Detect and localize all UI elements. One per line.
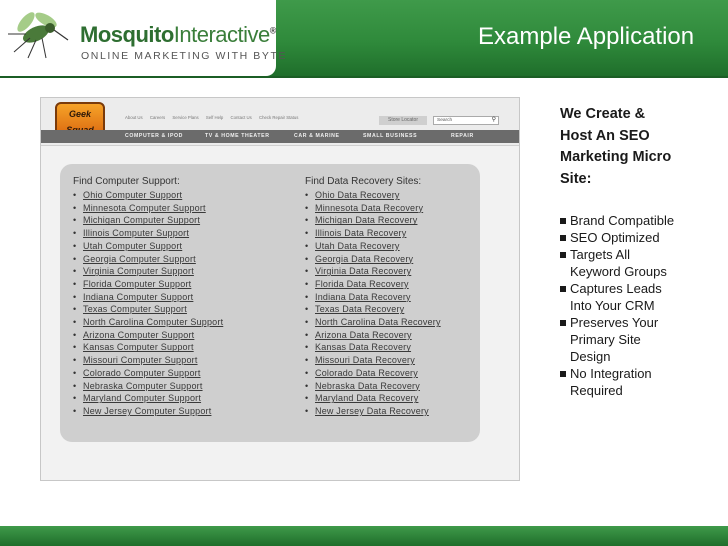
bullet-dot-icon: • bbox=[73, 240, 77, 251]
list-item bbox=[73, 354, 223, 367]
search-placeholder: Search bbox=[437, 118, 453, 123]
feature-bullet-line: Design bbox=[570, 349, 611, 364]
bullet-dot-icon: • bbox=[73, 228, 77, 239]
state-link[interactable]: Michigan Computer Support bbox=[83, 215, 201, 226]
state-link[interactable]: Georgia Computer Support bbox=[83, 253, 196, 264]
bullet-dot-icon: • bbox=[73, 190, 77, 200]
state-link[interactable]: Kansas Computer Support bbox=[83, 342, 194, 353]
state-link[interactable]: New Jersey Data Recovery bbox=[315, 405, 429, 416]
bullet-dot-icon: • bbox=[305, 342, 309, 353]
list-item bbox=[305, 291, 441, 304]
list-item bbox=[73, 392, 223, 405]
heading-line: Site: bbox=[560, 170, 592, 187]
heading-line: Host An SEO bbox=[560, 127, 650, 144]
state-link[interactable]: Arizona Data Recovery bbox=[315, 329, 412, 340]
list-item bbox=[73, 367, 223, 380]
list-item bbox=[305, 202, 441, 215]
bullet-dot-icon: • bbox=[73, 393, 77, 404]
nav-tab-business[interactable]: SMALL BUSINESS bbox=[363, 133, 418, 139]
bullet-dot-icon: • bbox=[73, 291, 77, 302]
bullet-dot-icon: • bbox=[305, 253, 309, 264]
bullet-dot-icon: • bbox=[305, 317, 309, 328]
heading-line: Marketing Micro bbox=[560, 149, 672, 165]
state-link[interactable]: Illinois Data Recovery bbox=[315, 228, 407, 239]
state-link[interactable]: Nebraska Computer Support bbox=[83, 380, 203, 391]
feature-summary bbox=[560, 104, 720, 399]
list-item bbox=[73, 278, 223, 291]
state-link[interactable]: New Jersey Computer Support bbox=[83, 405, 212, 416]
state-link[interactable]: Virginia Data Recovery bbox=[315, 266, 412, 277]
feature-bullet bbox=[560, 246, 720, 280]
bullet-dot-icon: • bbox=[73, 278, 77, 289]
state-link[interactable]: Minnesota Data Recovery bbox=[315, 202, 424, 213]
bullet-dot-icon: • bbox=[305, 380, 309, 391]
top-link[interactable]: Careers bbox=[149, 115, 166, 120]
bullet-dot-icon: • bbox=[73, 266, 77, 277]
state-link[interactable]: Maryland Data Recovery bbox=[315, 393, 419, 404]
logo-tagline: ONLINE MARKETING WITH BYTE bbox=[81, 50, 288, 62]
bullet-dot-icon: • bbox=[305, 291, 309, 302]
bullet-dot-icon: • bbox=[73, 355, 77, 366]
feature-bullet-line: Captures Leads bbox=[570, 281, 662, 296]
mosquito-icon bbox=[6, 4, 72, 60]
logo bbox=[0, 0, 288, 76]
top-link[interactable]: Service Plans bbox=[172, 115, 199, 120]
bullet-dot-icon: • bbox=[305, 367, 309, 378]
state-link[interactable]: Georgia Data Recovery bbox=[315, 253, 414, 264]
computer-support-list bbox=[73, 189, 223, 418]
feature-bullet bbox=[560, 229, 720, 246]
bullet-dot-icon: • bbox=[305, 329, 309, 340]
feature-bullet-line: SEO Optimized bbox=[570, 230, 660, 245]
bullet-dot-icon: • bbox=[305, 266, 309, 277]
square-bullet-icon bbox=[560, 235, 566, 241]
square-bullet-icon bbox=[560, 218, 566, 224]
bullet-dot-icon: • bbox=[305, 202, 309, 213]
data-recovery-list bbox=[305, 189, 441, 418]
logo-name-bold: Mosquito bbox=[80, 22, 174, 47]
list-item bbox=[73, 189, 223, 202]
feature-bullet bbox=[560, 280, 720, 314]
list-item bbox=[305, 367, 441, 380]
bullet-dot-icon: • bbox=[73, 215, 77, 226]
state-link[interactable]: Indiana Computer Support bbox=[83, 291, 194, 302]
state-link[interactable]: Colorado Computer Support bbox=[83, 367, 201, 378]
list-item bbox=[73, 329, 223, 342]
logo-wordmark bbox=[80, 22, 276, 48]
site-nav-bar bbox=[41, 130, 519, 143]
square-bullet-icon bbox=[560, 371, 566, 377]
square-bullet-icon bbox=[560, 286, 566, 292]
nav-tab-car[interactable]: CAR & MARINE bbox=[294, 133, 340, 139]
state-link[interactable]: Missouri Computer Support bbox=[83, 355, 198, 366]
bullet-dot-icon: • bbox=[305, 240, 309, 251]
bullet-dot-icon: • bbox=[73, 405, 77, 416]
nav-tab-repair[interactable]: REPAIR bbox=[451, 133, 474, 139]
top-link[interactable]: Contact Us bbox=[230, 115, 252, 120]
bullet-dot-icon: • bbox=[73, 329, 77, 340]
bullet-dot-icon: • bbox=[73, 202, 77, 213]
bullet-dot-icon: • bbox=[73, 317, 77, 328]
list-item bbox=[73, 291, 223, 304]
data-recovery-title: Find Data Recovery Sites: bbox=[305, 176, 422, 187]
list-item bbox=[305, 278, 441, 291]
search-icon[interactable]: ⚲ bbox=[491, 117, 496, 123]
state-link[interactable]: North Carolina Computer Support bbox=[83, 317, 224, 328]
list-item bbox=[305, 329, 441, 342]
list-item bbox=[305, 341, 441, 354]
list-item bbox=[73, 253, 223, 266]
feature-bullet-line: Brand Compatible bbox=[570, 213, 675, 228]
site-top-links bbox=[125, 115, 304, 120]
list-item bbox=[73, 265, 223, 278]
bullet-dot-icon: • bbox=[73, 342, 77, 353]
bullet-dot-icon: • bbox=[305, 405, 309, 416]
site-header bbox=[41, 98, 519, 146]
list-item bbox=[73, 316, 223, 329]
feature-bullet bbox=[560, 212, 720, 229]
feature-bullet bbox=[560, 365, 720, 399]
list-item bbox=[305, 214, 441, 227]
state-link[interactable]: Nebraska Data Recovery bbox=[315, 380, 420, 391]
nav-tab-tv[interactable]: TV & HOME THEATER bbox=[205, 133, 270, 139]
bullet-dot-icon: • bbox=[305, 190, 309, 200]
state-link[interactable]: Florida Computer Support bbox=[83, 278, 192, 289]
state-link[interactable]: Utah Computer Support bbox=[83, 240, 183, 251]
list-item bbox=[73, 303, 223, 316]
state-link[interactable]: North Carolina Data Recovery bbox=[315, 317, 441, 328]
bullet-dot-icon: • bbox=[305, 228, 309, 239]
square-bullet-icon bbox=[560, 252, 566, 258]
links-panel bbox=[60, 164, 480, 442]
top-link[interactable]: About Us bbox=[125, 115, 143, 120]
feature-bullet-line: Targets All bbox=[570, 247, 630, 262]
store-locator-button[interactable]: Store Locator bbox=[379, 116, 427, 125]
list-item bbox=[73, 341, 223, 354]
bullet-dot-icon: • bbox=[73, 367, 77, 378]
bullet-dot-icon: • bbox=[73, 304, 77, 315]
bullet-dot-icon: • bbox=[305, 304, 309, 315]
logo-name-light: Interactive bbox=[173, 22, 270, 47]
feature-heading bbox=[560, 104, 720, 190]
data-recovery-column bbox=[305, 176, 441, 418]
state-link[interactable]: Arizona Computer Support bbox=[83, 329, 195, 340]
heading-line: We Create & bbox=[560, 106, 646, 122]
feature-bullet-line: Preserves Your bbox=[570, 315, 659, 330]
header-divider bbox=[0, 76, 728, 78]
bullet-dot-icon: • bbox=[73, 253, 77, 264]
feature-bullet-line: No Integration bbox=[570, 366, 652, 381]
list-item bbox=[73, 214, 223, 227]
list-item bbox=[305, 227, 441, 240]
list-item bbox=[73, 202, 223, 215]
footer-strip bbox=[0, 526, 728, 546]
feature-bullet-line: Required bbox=[570, 383, 623, 398]
state-link[interactable]: Missouri Data Recovery bbox=[315, 355, 415, 366]
feature-bullet-line: Keyword Groups bbox=[570, 264, 667, 279]
list-item bbox=[305, 189, 441, 202]
square-bullet-icon bbox=[560, 320, 566, 326]
slide-title: Example Application bbox=[478, 23, 695, 50]
top-link[interactable]: Check Repair Status bbox=[258, 115, 299, 120]
state-link[interactable]: Kansas Data Recovery bbox=[315, 342, 412, 353]
list-item bbox=[305, 253, 441, 266]
state-link[interactable]: Indiana Data Recovery bbox=[315, 291, 411, 302]
list-item bbox=[305, 303, 441, 316]
registered-mark: ® bbox=[269, 25, 276, 36]
list-item bbox=[305, 354, 441, 367]
feature-bullet bbox=[560, 314, 720, 365]
state-link[interactable]: Michigan Data Recovery bbox=[315, 215, 418, 226]
website-screenshot bbox=[40, 97, 520, 481]
feature-bullet-line: Into Your CRM bbox=[570, 298, 655, 313]
list-item bbox=[73, 227, 223, 240]
state-link[interactable]: Texas Computer Support bbox=[83, 304, 187, 315]
state-link[interactable]: Ohio Data Recovery bbox=[315, 190, 400, 200]
bullet-dot-icon: • bbox=[305, 278, 309, 289]
list-item bbox=[73, 380, 223, 393]
state-link[interactable]: Illinois Computer Support bbox=[83, 228, 190, 239]
state-link[interactable]: Florida Data Recovery bbox=[315, 278, 409, 289]
bullet-dot-icon: • bbox=[305, 355, 309, 366]
header-banner bbox=[0, 0, 728, 76]
state-link[interactable]: Colorado Data Recovery bbox=[315, 367, 418, 378]
feature-bullet-list bbox=[560, 212, 720, 399]
top-link[interactable]: Self Help bbox=[205, 115, 224, 120]
site-logo-line1: Geek bbox=[68, 109, 92, 119]
nav-tab-computer[interactable]: COMPUTER & IPOD bbox=[125, 133, 183, 139]
state-link[interactable]: Maryland Computer Support bbox=[83, 393, 202, 404]
list-item bbox=[73, 405, 223, 418]
state-link[interactable]: Virginia Computer Support bbox=[83, 266, 194, 277]
computer-support-column bbox=[73, 176, 223, 418]
feature-bullet-line: Primary Site bbox=[570, 332, 641, 347]
list-item bbox=[305, 392, 441, 405]
list-item bbox=[305, 240, 441, 253]
state-link[interactable]: Texas Data Recovery bbox=[315, 304, 405, 315]
list-item bbox=[305, 405, 441, 418]
state-link[interactable]: Utah Data Recovery bbox=[315, 240, 400, 251]
site-search-input[interactable] bbox=[433, 116, 499, 125]
computer-support-title: Find Computer Support: bbox=[73, 176, 180, 187]
list-item bbox=[73, 240, 223, 253]
state-link[interactable]: Minnesota Computer Support bbox=[83, 202, 206, 213]
list-item bbox=[305, 380, 441, 393]
bullet-dot-icon: • bbox=[73, 380, 77, 391]
bullet-dot-icon: • bbox=[305, 215, 309, 226]
bullet-dot-icon: • bbox=[305, 393, 309, 404]
state-link[interactable]: Ohio Computer Support bbox=[83, 190, 183, 200]
list-item bbox=[305, 265, 441, 278]
list-item bbox=[305, 316, 441, 329]
